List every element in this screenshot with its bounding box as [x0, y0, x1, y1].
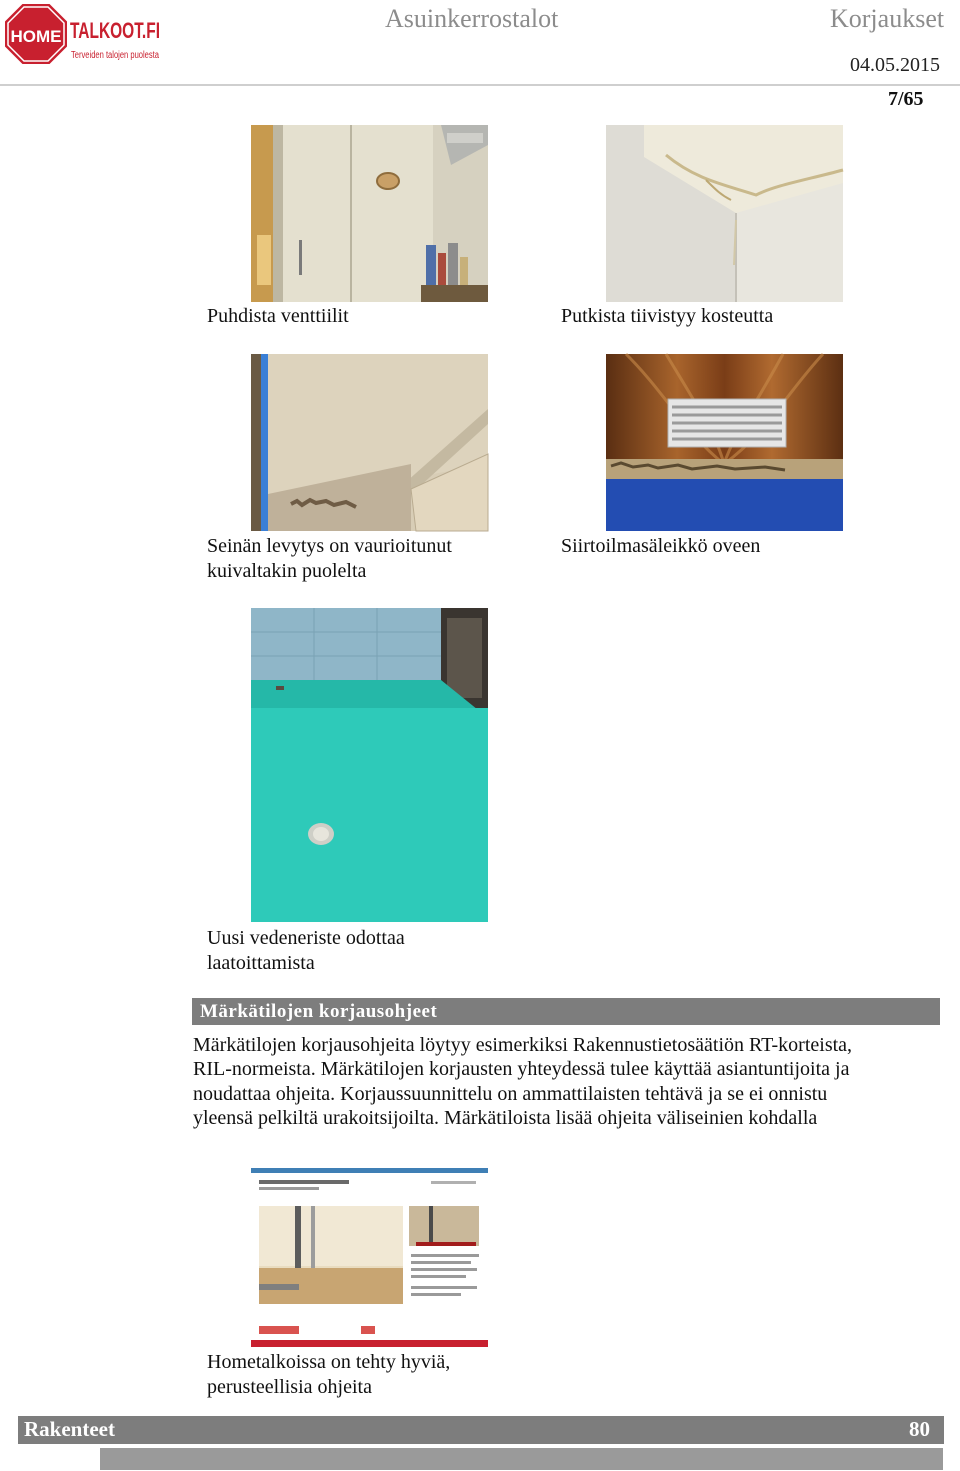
caption-line: Seinän levytys on vaurioitunut	[207, 535, 452, 557]
caption-line: Hometalkoissa on tehty hyviä,	[207, 1351, 451, 1373]
caption-5	[207, 926, 405, 976]
body-line: Märkätilojen korjausohjeita löytyy esimerkiksi Rakennustietosäätiön RT-korteista,	[193, 1034, 853, 1056]
body-line: RIL-normeista. Märkätilojen korjausten yhteydessä tulee käyttää asiantuntijoita ja	[193, 1058, 850, 1081]
header-rule	[0, 84, 960, 86]
body-line: yleensä pelkiltä urakoitsijoilta. Märkätiloista lisää ohjeita väliseinien kohdalla	[193, 1106, 818, 1129]
logo-talkoot-text: TALKOOT.FI	[70, 18, 160, 43]
section-body	[193, 1033, 938, 1130]
caption-line: kuivaltakin puolelta	[207, 560, 367, 582]
footer-bar	[18, 1416, 944, 1444]
footer-page-number: 80	[909, 1417, 930, 1441]
header-title-left: Asuinkerrostalot	[385, 4, 559, 33]
caption-1	[207, 304, 349, 329]
hometalkoot-logo[interactable]	[4, 2, 164, 64]
caption-line: Siirtoilmasäleikkö oveen	[561, 535, 761, 557]
photo-damaged-wall-boards	[251, 354, 488, 531]
caption-6	[207, 1350, 450, 1400]
caption-4	[561, 534, 760, 559]
photo-new-waterproofing	[251, 608, 488, 922]
section-title: Märkätilojen korjausohjeet	[200, 1001, 438, 1022]
logo-tagline: Terveiden talojen puolesta	[71, 50, 160, 61]
caption-line: Putkista tiivistyy kosteutta	[561, 305, 774, 327]
photo-transfer-air-grille	[606, 354, 843, 531]
caption-line: laatoittamista	[207, 952, 315, 974]
caption-3	[207, 534, 452, 584]
photo-pipe-condensation	[606, 125, 843, 302]
page-counter: 7/65	[888, 88, 924, 110]
logo-home-text: HOME	[10, 27, 62, 46]
caption-line: Puhdista venttiilit	[207, 305, 349, 327]
body-line: noudattaa ohjeita. Korjaussuunnittelu on ammattilaisten tehtävä ja se ei onnistu	[193, 1082, 828, 1105]
footer-section-name: Rakenteet	[24, 1417, 115, 1441]
caption-line: perusteellisia ohjeita	[207, 1376, 372, 1398]
caption-2	[561, 304, 773, 329]
photo-guide-thumbnail	[251, 1168, 488, 1347]
photo-ventilation-valve	[251, 125, 488, 302]
header-title-right: Korjaukset	[830, 4, 945, 33]
footer-sub-bar	[100, 1448, 943, 1470]
caption-line: Uusi vedeneriste odottaa	[207, 927, 405, 949]
header-date: 04.05.2015	[850, 54, 940, 76]
